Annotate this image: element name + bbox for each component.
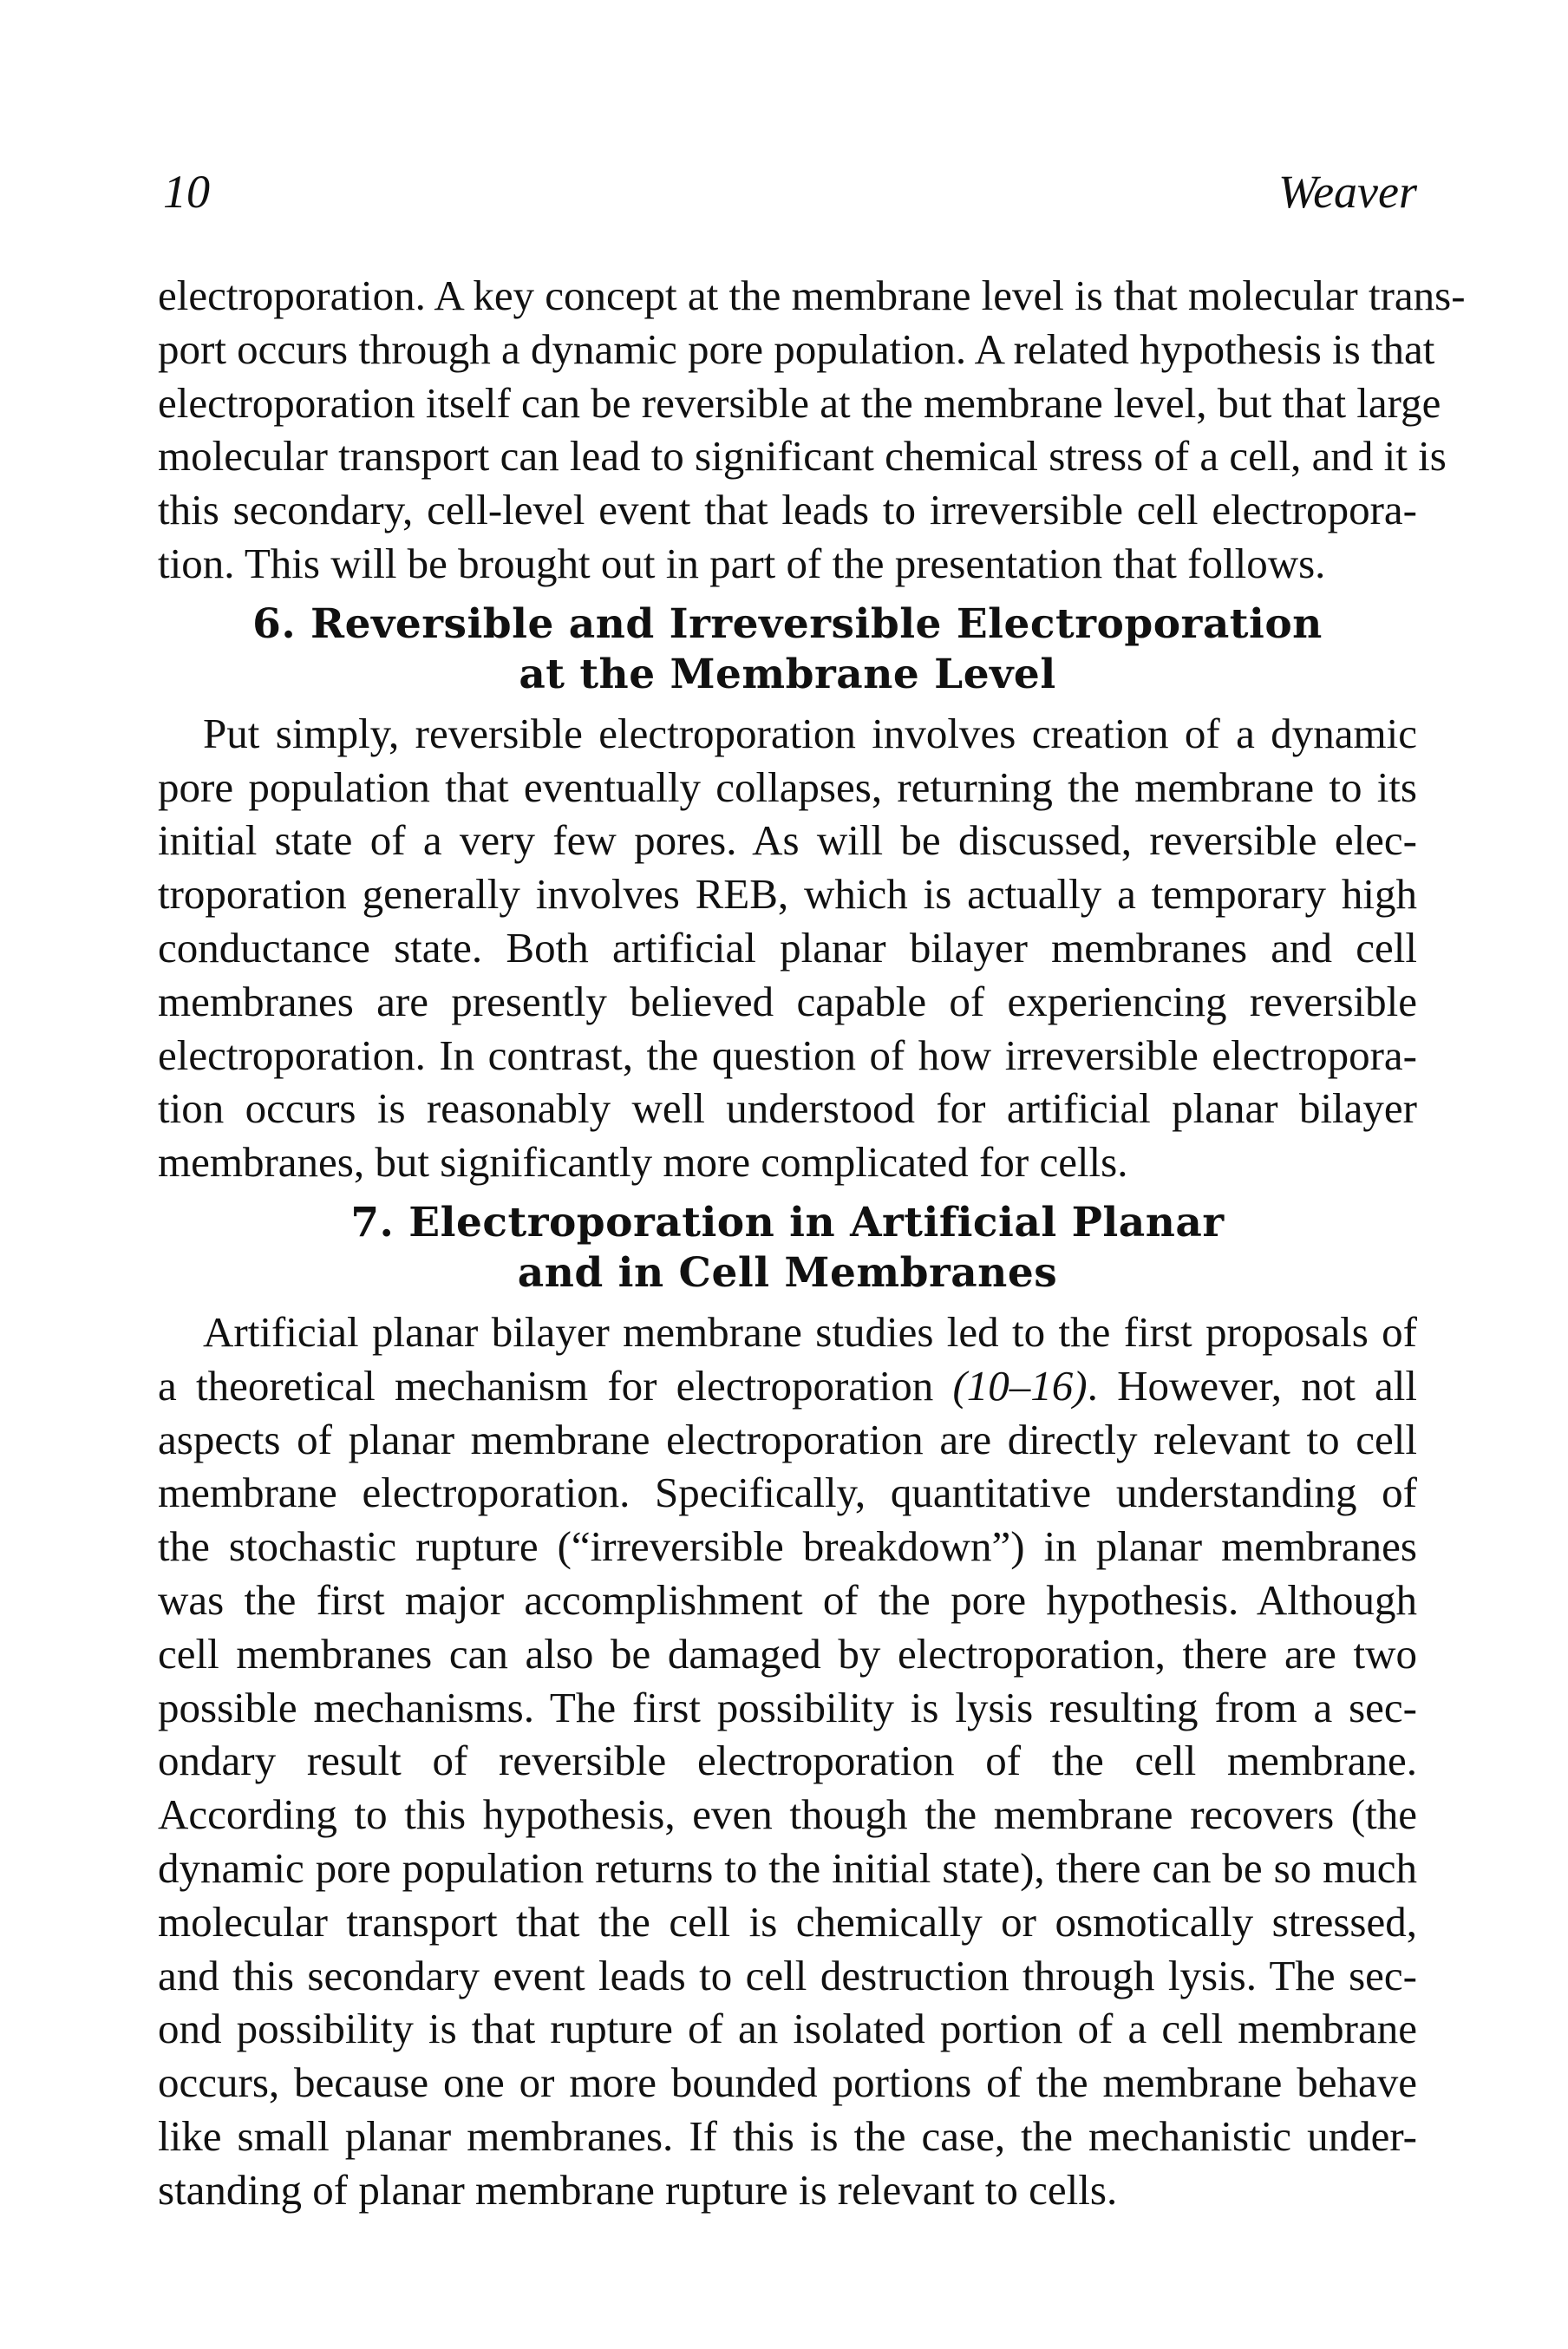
text-line: molecular transport that the cell is chemically or osmotically stressed, — [158, 1897, 1417, 1946]
section-6-heading — [158, 599, 1417, 700]
text-line: Artificial planar bilayer membrane studies led to the first proposals of — [203, 1307, 1417, 1356]
text-line-with-citation — [158, 1359, 1417, 1413]
text-line: electroporation itself can be reversible at the membrane level, but that large — [158, 378, 1441, 427]
text-line: like small planar membranes. If this is the case, the mechanistic under- — [158, 2111, 1417, 2160]
text-line: membranes, but significantly more complicated for cells. — [158, 1138, 1128, 1187]
intro-paragraph — [158, 269, 1466, 591]
heading-line: at the Membrane Level — [519, 650, 1056, 698]
text-line: occurs, because one or more bounded portions of the membrane behave — [158, 2058, 1417, 2107]
text-line: ondary result of reversible electroporation of the cell membrane. — [158, 1737, 1417, 1785]
text-line: electroporation. A key concept at the membrane level is that molecular trans- — [158, 272, 1466, 319]
heading-line: 6. Reversible and Irreversible Electroporation — [252, 599, 1323, 648]
text-line: electroporation. In contrast, the question of how irreversible electropora- — [158, 1031, 1417, 1079]
text-fragment: . However, not all — [1087, 1361, 1417, 1410]
text-line: port occurs through a dynamic pore population. A related hypothesis is that — [158, 324, 1435, 373]
section-7-heading — [158, 1198, 1417, 1299]
running-header — [158, 156, 1417, 226]
text-line: tion occurs is reasonably well understood for artificial planar bilayer — [158, 1084, 1417, 1133]
section-7-paragraph — [158, 1305, 1417, 2217]
running-author: Weaver — [1278, 166, 1417, 218]
text-line: Put simply, reversible electroporation involves creation of a dynamic — [203, 709, 1417, 757]
text-line: cell membranes can also be damaged by electroporation, there are two — [158, 1629, 1417, 1678]
text-line: and this secondary event leads to cell destruction through lysis. The sec- — [158, 1951, 1417, 1999]
text-line: dynamic pore population returns to the initial state), there can be so much — [158, 1843, 1417, 1892]
page-number: 10 — [163, 166, 210, 218]
text-line: tion. This will be brought out in part of the presentation that follows. — [158, 539, 1326, 587]
text-line: ond possibility is that rupture of an isolated portion of a cell membrane — [158, 2005, 1417, 2053]
book-page — [158, 156, 1466, 2217]
text-line: aspects of planar membrane electroporation are directly relevant to cell — [158, 1415, 1417, 1463]
citation-reference: (10–16) — [952, 1361, 1088, 1410]
text-line: possible mechanisms. The first possibility is lysis resulting from a sec- — [158, 1683, 1417, 1731]
text-line: conductance state. Both artificial planar bilayer membranes and cell — [158, 923, 1417, 972]
text-line: membranes are presently believed capable of experiencing reversible — [158, 977, 1417, 1025]
text-line: troporation generally involves REB, which is actually a temporary high — [158, 870, 1417, 919]
heading-line: 7. Electroporation in Artificial Planar — [350, 1198, 1225, 1246]
section-6-paragraph — [158, 707, 1417, 1189]
text-line: was the first major accomplishment of the pore hypothesis. Although — [158, 1575, 1417, 1624]
text-line: the stochastic rupture (“irreversible breakdown”) in planar membranes — [158, 1522, 1417, 1571]
text-fragment: a theoretical mechanism for electroporation — [158, 1361, 953, 1410]
text-line: molecular transport can lead to significant chemical stress of a cell, and it is — [158, 432, 1447, 481]
heading-line: and in Cell Membranes — [517, 1248, 1058, 1297]
text-line: this secondary, cell-level event that leads to irreversible cell electropora- — [158, 486, 1417, 534]
text-line: initial state of a very few pores. As will be discussed, reversible elec- — [158, 816, 1417, 865]
text-line: pore population that eventually collapses, returning the membrane to its — [158, 762, 1417, 811]
text-line: According to this hypothesis, even though the membrane recovers (the — [158, 1790, 1417, 1839]
text-line: membrane electroporation. Specifically, quantitative understanding of — [158, 1469, 1417, 1517]
text-line: standing of planar membrane rupture is relevant to cells. — [158, 2165, 1118, 2214]
